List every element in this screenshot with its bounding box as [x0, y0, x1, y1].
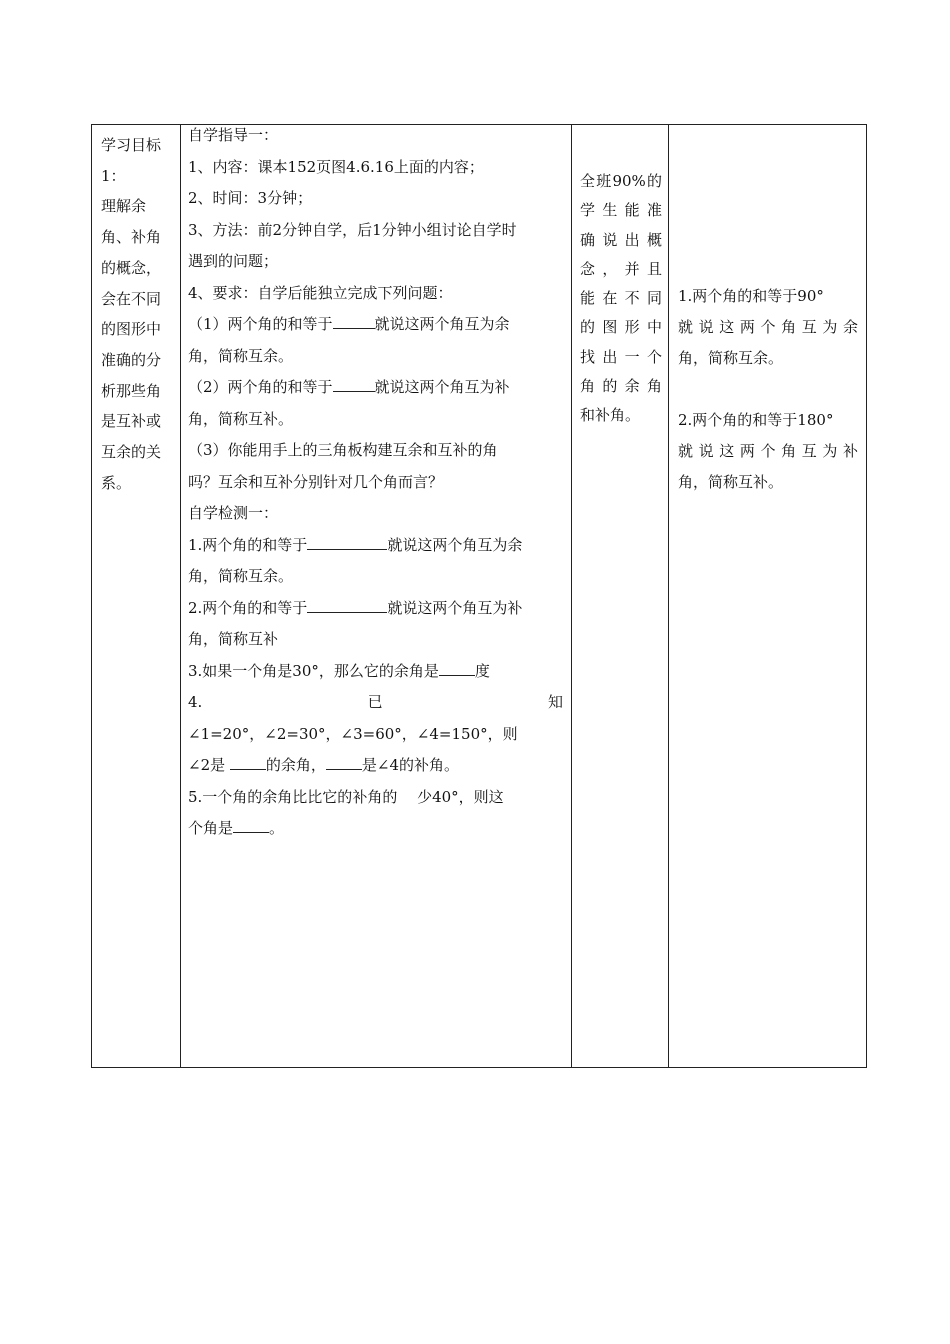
test-line: ∠2是 的余角， 是∠4的补角。 [188, 750, 563, 782]
target-cell [580, 167, 662, 431]
objective-line: 的图形中 [101, 320, 162, 339]
guide-item: 3、方法：前2分钟自学，后1分钟小组讨论自学时 [188, 220, 517, 239]
answer-blank[interactable] [439, 657, 475, 676]
target-line: 能在不同 [580, 289, 662, 308]
answer-blank[interactable] [307, 594, 387, 613]
self-study-cell [188, 120, 563, 845]
question-line: 角，简称互余。 [188, 346, 294, 365]
question-line: 角，简称互补。 [188, 409, 294, 428]
answer-cell [678, 281, 858, 498]
objective-line: 1： [101, 166, 126, 185]
lesson-table [91, 124, 867, 1068]
test-line: 角，简称互补 [188, 630, 279, 648]
answer-line: 就说这两个角互为余 [678, 318, 858, 336]
target-line: 学生能准 [580, 201, 662, 220]
guide-item: 遇到的问题； [188, 252, 279, 270]
column-divider [668, 125, 669, 1067]
test-line: 1.两个角的和等于 就说这两个角互为余 [188, 530, 563, 562]
answer-blank[interactable] [233, 814, 269, 833]
column-divider [180, 125, 181, 1067]
test-line: ∠1=20°，∠2=30°，∠3=60°，∠4=150°，则 [188, 724, 518, 743]
test-line: 5.一个角的余角比比它的补角的 少40°，则这 [188, 787, 504, 806]
test-line: 2.两个角的和等于 就说这两个角互为补 [188, 593, 563, 625]
check-heading: 自学检测一： [188, 504, 279, 522]
objective-line: 的概念， [101, 258, 162, 277]
question-line: 吗？互余和互补分别针对几个角而言？ [188, 472, 444, 491]
guide-heading: 自学指导一： [188, 126, 279, 144]
answer-line: 1.两个角的和等于90° [678, 287, 824, 305]
answer-line: 2.两个角的和等于180° [678, 411, 834, 429]
question-line: （2）两个角的和等于 就说这两个角互为补 [188, 372, 563, 404]
test-line: 个角是 。 [188, 813, 563, 845]
objective-line: 是互补或 [101, 412, 162, 431]
guide-item: 1、内容：课本152页图4.6.16上面的内容； [188, 157, 484, 176]
answer-line: 角，简称互余。 [678, 349, 784, 367]
objective-line: 互余的关 [101, 443, 162, 462]
objective-line: 准确的分 [101, 350, 162, 369]
objective-line: 会在不同 [101, 289, 162, 308]
answer-blank[interactable] [333, 310, 375, 329]
question-line: （1）两个角的和等于 就说这两个角互为余 [188, 309, 563, 341]
answer-blank[interactable] [326, 751, 362, 770]
answer-line: 就说这两个角互为补 [678, 442, 858, 460]
answer-line: 角，简称互补。 [678, 473, 784, 491]
answer-blank[interactable] [307, 531, 387, 550]
objective-line: 系。 [101, 473, 132, 492]
objective-line: 角、补角 [101, 228, 162, 247]
target-line: 角的余角 [580, 377, 662, 396]
guide-item: 4、要求：自学后能独立完成下列问题： [188, 283, 453, 302]
column-divider [571, 125, 572, 1067]
target-line: 确说出概 [580, 230, 662, 249]
objective-line: 析那些角 [101, 381, 162, 400]
question-line: （3）你能用手上的三角板构建互余和互补的角 [188, 441, 498, 459]
learning-objective-cell [101, 130, 175, 498]
test-line: 4. 已 知 [188, 693, 563, 711]
guide-item: 2、时间：3分钟； [188, 189, 313, 207]
answer-blank[interactable] [230, 751, 266, 770]
target-line: 念，并且 [580, 259, 662, 278]
target-line: 的图形中 [580, 318, 662, 337]
answer-blank[interactable] [333, 373, 375, 392]
target-line: 找出一个 [580, 347, 662, 366]
objective-line: 学习目标 [101, 136, 162, 154]
objective-line: 理解余 [101, 197, 147, 216]
test-line: 角，简称互余。 [188, 567, 294, 585]
target-line: 全班90%的 [580, 172, 662, 190]
test-line: 3.如果一个角是30°，那么它的余角是 度 [188, 656, 563, 688]
target-line: 和补角。 [580, 406, 641, 425]
